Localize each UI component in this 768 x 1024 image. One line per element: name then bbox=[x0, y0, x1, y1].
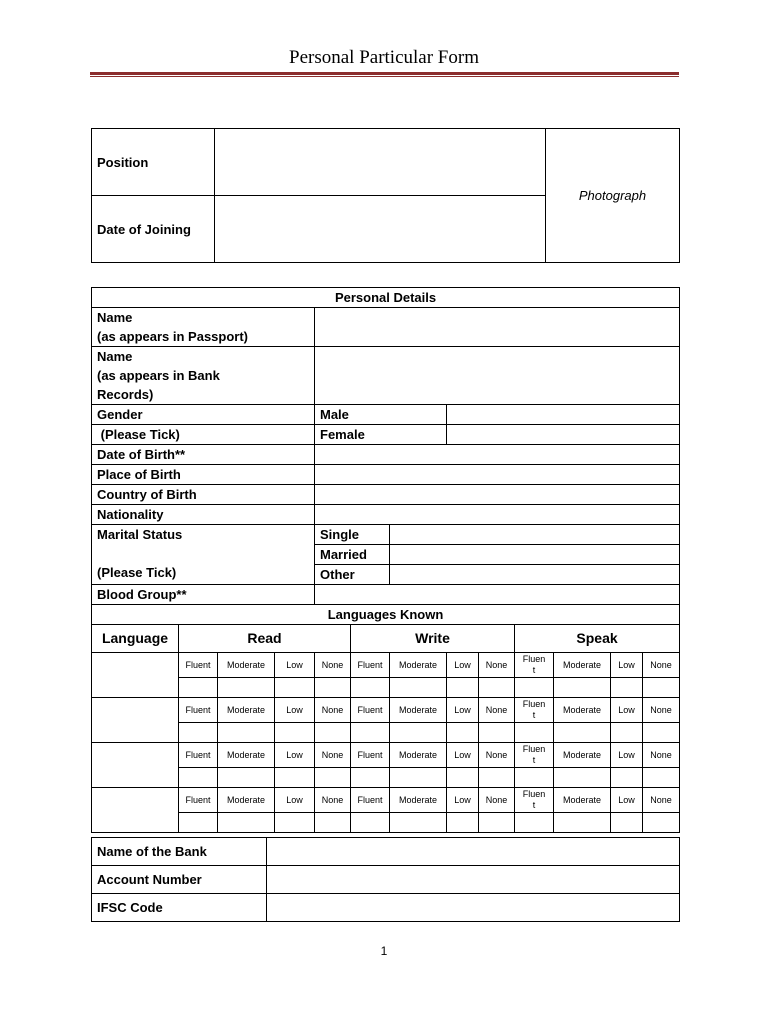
read-moderate-label: Moderate bbox=[218, 788, 275, 813]
write-fluent-label: Fluent bbox=[351, 698, 390, 723]
tick-cell[interactable] bbox=[611, 678, 643, 698]
write-fluent-label: Fluent bbox=[351, 653, 390, 678]
tick-cell[interactable] bbox=[447, 678, 479, 698]
name-bank-input[interactable] bbox=[315, 347, 680, 405]
tick-cell[interactable] bbox=[218, 813, 275, 833]
write-column-header: Write bbox=[351, 625, 515, 653]
marital-single-label: Single bbox=[315, 525, 390, 545]
bank-details-table bbox=[91, 837, 680, 922]
read-moderate-label: Moderate bbox=[218, 743, 275, 768]
gender-female-tick[interactable] bbox=[447, 425, 680, 445]
tick-cell[interactable] bbox=[275, 723, 315, 743]
marital-other-label: Other bbox=[315, 565, 390, 585]
speak-fluent-line2: t bbox=[532, 800, 536, 810]
write-low-label: Low bbox=[447, 788, 479, 813]
speak-fluent-line2: t bbox=[532, 665, 536, 675]
read-fluent-label: Fluent bbox=[179, 788, 218, 813]
tick-cell[interactable] bbox=[447, 723, 479, 743]
photograph-box[interactable] bbox=[546, 129, 680, 263]
speak-column-header: Speak bbox=[515, 625, 680, 653]
speak-none-label: None bbox=[643, 653, 680, 678]
write-fluent-label: Fluent bbox=[351, 743, 390, 768]
date-of-birth-label: Date of Birth** bbox=[92, 445, 315, 465]
tick-cell[interactable] bbox=[515, 813, 554, 833]
gender-male-tick[interactable] bbox=[447, 405, 680, 425]
gender-female-label: Female bbox=[315, 425, 447, 445]
tick-cell[interactable] bbox=[275, 813, 315, 833]
ifsc-code-label: IFSC Code bbox=[92, 894, 267, 922]
write-moderate-label: Moderate bbox=[390, 743, 447, 768]
read-fluent-label: Fluent bbox=[179, 698, 218, 723]
read-column-header: Read bbox=[179, 625, 351, 653]
write-none-label: None bbox=[479, 653, 515, 678]
tick-cell[interactable] bbox=[479, 723, 515, 743]
write-none-label: None bbox=[479, 743, 515, 768]
gender-label: Gender bbox=[92, 405, 315, 425]
write-none-label: None bbox=[479, 788, 515, 813]
read-moderate-label: Moderate bbox=[218, 653, 275, 678]
tick-cell[interactable] bbox=[315, 813, 351, 833]
write-none-label: None bbox=[479, 698, 515, 723]
tick-cell[interactable] bbox=[479, 678, 515, 698]
language-name-input[interactable] bbox=[92, 653, 179, 698]
tick-cell[interactable] bbox=[611, 723, 643, 743]
speak-none-label: None bbox=[643, 743, 680, 768]
blood-group-input[interactable] bbox=[315, 585, 680, 605]
tick-cell[interactable] bbox=[315, 768, 351, 788]
tick-cell[interactable] bbox=[611, 813, 643, 833]
speak-moderate-label: Moderate bbox=[554, 653, 611, 678]
speak-low-label: Low bbox=[611, 698, 643, 723]
ifsc-code-input[interactable] bbox=[267, 894, 680, 922]
date-of-joining-input[interactable] bbox=[215, 196, 546, 263]
speak-none-label: None bbox=[643, 698, 680, 723]
tick-cell[interactable] bbox=[351, 768, 390, 788]
nationality-label: Nationality bbox=[92, 505, 315, 525]
language-name-input[interactable] bbox=[92, 698, 179, 743]
tick-cell[interactable] bbox=[218, 723, 275, 743]
tick-cell[interactable] bbox=[643, 813, 680, 833]
job-info-table bbox=[91, 128, 680, 263]
name-passport-input[interactable] bbox=[315, 308, 680, 347]
tick-cell[interactable] bbox=[515, 723, 554, 743]
read-moderate-label: Moderate bbox=[218, 698, 275, 723]
speak-fluent-line1: Fluen bbox=[522, 654, 546, 664]
date-of-birth-input[interactable] bbox=[315, 445, 680, 465]
write-low-label: Low bbox=[447, 653, 479, 678]
speak-fluent-line1: Fluen bbox=[522, 699, 546, 709]
speak-fluent-label bbox=[515, 788, 554, 813]
tick-cell[interactable] bbox=[218, 768, 275, 788]
country-of-birth-input[interactable] bbox=[315, 485, 680, 505]
marital-married-label: Married bbox=[315, 545, 390, 565]
marital-single-tick[interactable] bbox=[390, 525, 680, 545]
tick-cell[interactable] bbox=[447, 813, 479, 833]
write-fluent-label: Fluent bbox=[351, 788, 390, 813]
speak-moderate-label: Moderate bbox=[554, 743, 611, 768]
tick-cell[interactable] bbox=[218, 678, 275, 698]
marital-married-tick[interactable] bbox=[390, 545, 680, 565]
speak-fluent-label bbox=[515, 743, 554, 768]
speak-fluent-line2: t bbox=[532, 710, 536, 720]
tick-cell[interactable] bbox=[179, 813, 218, 833]
speak-fluent-line2: t bbox=[532, 755, 536, 765]
speak-low-label: Low bbox=[611, 788, 643, 813]
name-passport-label-line1: Name bbox=[97, 310, 133, 325]
read-low-label: Low bbox=[275, 698, 315, 723]
tick-cell[interactable] bbox=[390, 813, 447, 833]
marital-status-label bbox=[92, 525, 315, 585]
nationality-input[interactable] bbox=[315, 505, 680, 525]
read-low-label: Low bbox=[275, 743, 315, 768]
read-none-label: None bbox=[315, 653, 351, 678]
write-low-label: Low bbox=[447, 698, 479, 723]
read-low-label: Low bbox=[275, 788, 315, 813]
tick-cell[interactable] bbox=[479, 813, 515, 833]
tick-cell[interactable] bbox=[554, 723, 611, 743]
write-moderate-label: Moderate bbox=[390, 698, 447, 723]
read-fluent-label: Fluent bbox=[179, 653, 218, 678]
tick-cell[interactable] bbox=[351, 813, 390, 833]
bank-name-label: Name of the Bank bbox=[92, 838, 267, 866]
date-of-joining-label: Date of Joining bbox=[92, 196, 215, 263]
account-number-input[interactable] bbox=[267, 866, 680, 894]
tick-cell[interactable] bbox=[447, 768, 479, 788]
tick-cell[interactable] bbox=[643, 678, 680, 698]
tick-cell[interactable] bbox=[479, 768, 515, 788]
name-bank-label-line1: Name bbox=[97, 349, 133, 364]
tick-cell[interactable] bbox=[643, 723, 680, 743]
speak-moderate-label: Moderate bbox=[554, 788, 611, 813]
speak-low-label: Low bbox=[611, 743, 643, 768]
write-low-label: Low bbox=[447, 743, 479, 768]
marital-other-tick[interactable] bbox=[390, 565, 680, 585]
personal-details-table bbox=[91, 287, 680, 833]
read-none-label: None bbox=[315, 743, 351, 768]
page-number: 1 bbox=[380, 944, 388, 958]
tick-cell[interactable] bbox=[390, 768, 447, 788]
read-low-label: Low bbox=[275, 653, 315, 678]
tick-cell[interactable] bbox=[179, 768, 218, 788]
photograph-label: Photograph bbox=[578, 188, 647, 203]
language-name-input[interactable] bbox=[92, 743, 179, 788]
bank-name-input[interactable] bbox=[267, 838, 680, 866]
language-column-header: Language bbox=[92, 625, 179, 653]
tick-cell[interactable] bbox=[179, 723, 218, 743]
tick-cell[interactable] bbox=[275, 678, 315, 698]
personal-details-header: Personal Details bbox=[92, 288, 680, 308]
name-bank-label bbox=[92, 347, 315, 405]
page-title: Personal Particular Form bbox=[289, 47, 479, 68]
tick-cell[interactable] bbox=[611, 768, 643, 788]
marital-status-please-tick: (Please Tick) bbox=[97, 565, 177, 580]
tick-cell[interactable] bbox=[515, 768, 554, 788]
tick-cell[interactable] bbox=[351, 678, 390, 698]
read-none-label: None bbox=[315, 788, 351, 813]
speak-fluent-line1: Fluen bbox=[522, 744, 546, 754]
speak-fluent-label bbox=[515, 653, 554, 678]
tick-cell[interactable] bbox=[315, 678, 351, 698]
language-name-input[interactable] bbox=[92, 788, 179, 833]
speak-moderate-label: Moderate bbox=[554, 698, 611, 723]
header-rule-thin bbox=[90, 76, 679, 77]
write-moderate-label: Moderate bbox=[390, 788, 447, 813]
speak-fluent-line1: Fluen bbox=[522, 789, 546, 799]
tick-cell[interactable] bbox=[554, 678, 611, 698]
gender-male-label: Male bbox=[315, 405, 447, 425]
blood-group-label: Blood Group** bbox=[92, 585, 315, 605]
speak-none-label: None bbox=[643, 788, 680, 813]
tick-cell[interactable] bbox=[554, 768, 611, 788]
name-passport-label bbox=[92, 308, 315, 347]
tick-cell[interactable] bbox=[515, 678, 554, 698]
read-none-label: None bbox=[315, 698, 351, 723]
languages-known-header: Languages Known bbox=[92, 605, 680, 625]
write-moderate-label: Moderate bbox=[390, 653, 447, 678]
tick-cell[interactable] bbox=[351, 723, 390, 743]
tick-cell[interactable] bbox=[554, 813, 611, 833]
name-passport-label-line2: (as appears in Passport) bbox=[97, 329, 248, 344]
header-rule-thick bbox=[90, 72, 679, 75]
tick-cell[interactable] bbox=[643, 768, 680, 788]
tick-cell[interactable] bbox=[390, 678, 447, 698]
marital-status-label-line1: Marital Status bbox=[97, 527, 183, 542]
tick-cell[interactable] bbox=[179, 678, 218, 698]
tick-cell[interactable] bbox=[275, 768, 315, 788]
position-input[interactable] bbox=[215, 129, 546, 196]
country-of-birth-label: Country of Birth bbox=[92, 485, 315, 505]
position-label: Position bbox=[92, 129, 215, 196]
name-bank-label-line2: (as appears in Bank bbox=[97, 368, 220, 383]
tick-cell[interactable] bbox=[315, 723, 351, 743]
tick-cell[interactable] bbox=[390, 723, 447, 743]
account-number-label: Account Number bbox=[92, 866, 267, 894]
place-of-birth-input[interactable] bbox=[315, 465, 680, 485]
gender-please-tick: (Please Tick) bbox=[92, 425, 315, 445]
speak-fluent-label bbox=[515, 698, 554, 723]
place-of-birth-label: Place of Birth bbox=[92, 465, 315, 485]
name-bank-label-line3: Records) bbox=[97, 387, 154, 402]
read-fluent-label: Fluent bbox=[179, 743, 218, 768]
speak-low-label: Low bbox=[611, 653, 643, 678]
